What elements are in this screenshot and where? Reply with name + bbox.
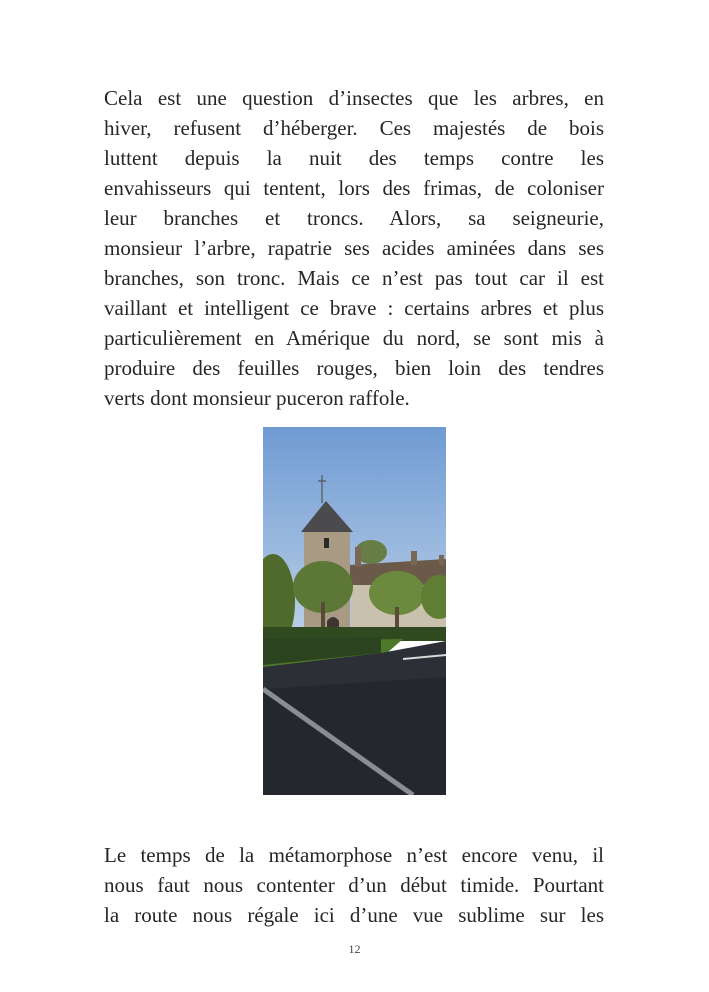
body-paragraph-1 [104,83,604,413]
tower-window [324,538,329,548]
road-shadow [263,677,446,795]
church-photo [263,427,446,795]
text-line: Cela est une question d’insectes que les arbres, en [104,86,604,110]
text-line: la route nous régale ici d’une vue sublime sur les [104,903,604,927]
chimney [355,547,361,567]
text-line: vaillant et intelligent ce brave : certains arbres et plus [104,296,604,320]
text-line: verts dont monsieur puceron raffole. [104,386,410,410]
text-line: hiver, refusent d’héberger. Ces majestés de bois [104,116,604,140]
text-line: particulièrement en Amérique du nord, se sont mis à [104,326,604,350]
chimney [439,555,444,565]
page-number: 12 [348,942,361,956]
text-line: envahisseurs qui tentent, lors des frimas, de coloniser [104,176,604,200]
text-line: nous faut nous contenter d’un début timide. Pourtant [104,873,604,897]
text-line: monsieur l’arbre, rapatrie ses acides aminées dans ses [104,236,604,260]
chimney [411,551,417,565]
text-line: luttent depuis la nuit des temps contre les [104,146,604,170]
body-paragraph-2 [104,840,604,930]
text-line: leur branches et troncs. Alors, sa seigneurie, [104,206,604,230]
text-line: Le temps de la métamorphose n’est encore venu, il [104,843,604,867]
text-line: produire des feuilles rouges, bien loin des tendres [104,356,604,380]
text-line: branches, son tronc. Mais ce n’est pas tout car il est [104,266,604,290]
